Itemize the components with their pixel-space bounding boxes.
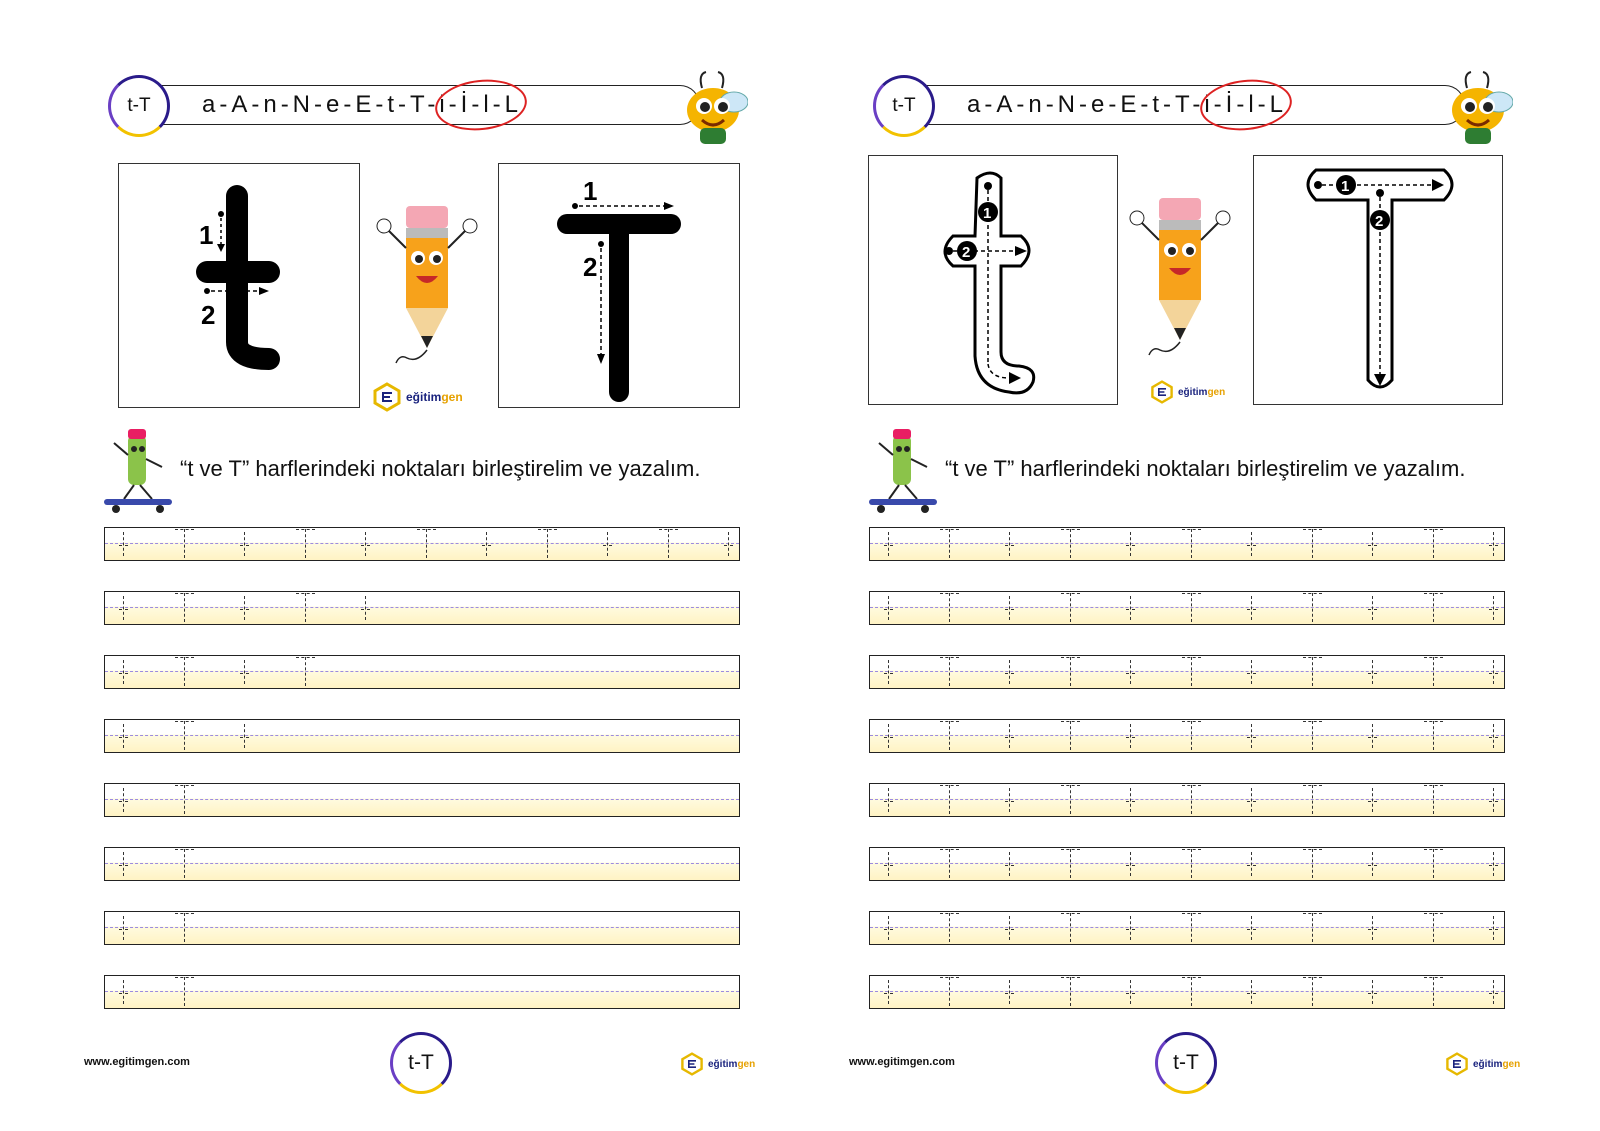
- uppercase-T-stroke-icon: [499, 164, 739, 407]
- practice-line[interactable]: [869, 975, 1505, 1009]
- dotted-lowercase-t: [1487, 656, 1501, 688]
- dotted-lowercase-t: [1124, 784, 1138, 816]
- dotted-lowercase-t: [117, 656, 131, 688]
- dotted-lowercase-t: [1487, 592, 1501, 624]
- dotted-uppercase-T: [178, 976, 192, 1008]
- dotted-lowercase-t: [359, 528, 373, 560]
- svg-text:1: 1: [583, 176, 598, 206]
- dotted-lowercase-t: [1366, 592, 1380, 624]
- dotted-uppercase-T: [1306, 528, 1320, 560]
- dotted-uppercase-T: [943, 784, 957, 816]
- dotted-uppercase-T: [943, 656, 957, 688]
- practice-line[interactable]: [104, 911, 740, 945]
- alphabet-strip-text: a-A-n-N-e-E-t-T-i-İ-l-L: [202, 91, 522, 118]
- dotted-uppercase-T: [178, 784, 192, 816]
- footer-letter-badge: [1155, 1032, 1217, 1094]
- dotted-uppercase-T: [943, 848, 957, 880]
- dotted-uppercase-T: [1306, 912, 1320, 944]
- practice-line[interactable]: [104, 655, 740, 689]
- dotted-uppercase-T: [1306, 656, 1320, 688]
- practice-line-midline: [105, 799, 739, 800]
- svg-text:1: 1: [1341, 178, 1350, 195]
- footer-url[interactable]: www.egitimgen.com: [849, 1056, 955, 1068]
- dotted-lowercase-t: [1487, 912, 1501, 944]
- dotted-lowercase-t: [1366, 976, 1380, 1008]
- instruction-text: “t ve T” harflerindeki noktaları birleştirelim ve yazalım.: [945, 456, 1466, 481]
- dotted-uppercase-T: [1185, 720, 1199, 752]
- dotted-lowercase-t: [1003, 592, 1017, 624]
- dotted-lowercase-t: [1003, 656, 1017, 688]
- dotted-lowercase-t: [1487, 784, 1501, 816]
- dotted-lowercase-t: [1003, 976, 1017, 1008]
- pencil-mascot-icon: [372, 198, 482, 388]
- brand-hexagon-icon: [680, 1052, 704, 1076]
- dotted-lowercase-t: [1366, 656, 1380, 688]
- worksheet-page-right: [765, 0, 1565, 1131]
- dotted-lowercase-t: [1245, 720, 1259, 752]
- dotted-lowercase-t: [1124, 912, 1138, 944]
- dotted-lowercase-t: [359, 592, 373, 624]
- dotted-uppercase-T: [178, 656, 192, 688]
- dotted-lowercase-t: [1245, 528, 1259, 560]
- dotted-uppercase-T: [1306, 976, 1320, 1008]
- dotted-lowercase-t: [882, 784, 896, 816]
- bee-mascot-icon: [1443, 68, 1513, 146]
- skateboard-mascot-icon: [865, 425, 941, 515]
- dotted-lowercase-t: [238, 528, 252, 560]
- dotted-lowercase-t: [1124, 528, 1138, 560]
- dotted-uppercase-T: [1064, 656, 1078, 688]
- dotted-uppercase-T: [178, 592, 192, 624]
- dotted-uppercase-T: [1185, 528, 1199, 560]
- alphabet-strip-bar: [150, 85, 700, 125]
- dotted-uppercase-T: [1306, 784, 1320, 816]
- dotted-lowercase-t: [882, 720, 896, 752]
- dotted-lowercase-t: [1124, 848, 1138, 880]
- dotted-lowercase-t: [1245, 912, 1259, 944]
- dotted-lowercase-t: [1245, 656, 1259, 688]
- brand-logo: [372, 382, 463, 412]
- dotted-lowercase-t: [117, 784, 131, 816]
- dotted-lowercase-t: [1003, 784, 1017, 816]
- dotted-uppercase-T: [1064, 528, 1078, 560]
- letter-badge: [873, 75, 935, 137]
- dotted-lowercase-t: [1124, 592, 1138, 624]
- brand-hexagon-icon: [1445, 1052, 1469, 1076]
- dotted-lowercase-t: [117, 528, 131, 560]
- practice-line-midline: [105, 671, 739, 672]
- footer-letter-badge: [390, 1032, 452, 1094]
- dotted-uppercase-T: [1427, 912, 1441, 944]
- dotted-uppercase-T: [1185, 784, 1199, 816]
- dotted-lowercase-t: [882, 976, 896, 1008]
- dotted-uppercase-T: [1064, 912, 1078, 944]
- lowercase-t-stroke-icon: [119, 164, 359, 407]
- dotted-lowercase-t: [1124, 656, 1138, 688]
- dotted-lowercase-t: [1245, 976, 1259, 1008]
- alphabet-strip-text: a-A-n-N-e-E-t-T-i-İ-l-L: [967, 91, 1287, 118]
- practice-line[interactable]: [869, 655, 1505, 689]
- practice-line[interactable]: [869, 847, 1505, 881]
- dotted-lowercase-t: [117, 976, 131, 1008]
- practice-line[interactable]: [869, 719, 1505, 753]
- lowercase-t-guide-box: [118, 163, 360, 408]
- dotted-lowercase-t: [722, 528, 736, 560]
- pencil-mascot-icon: [1125, 190, 1235, 380]
- footer-brand-logo: [680, 1052, 755, 1076]
- dotted-lowercase-t: [1124, 720, 1138, 752]
- dotted-uppercase-T: [1306, 720, 1320, 752]
- dotted-uppercase-T: [178, 720, 192, 752]
- practice-line[interactable]: [104, 527, 740, 561]
- instruction-text: “t ve T” harflerindeki noktaları birleştirelim ve yazalım.: [180, 456, 701, 481]
- dotted-lowercase-t: [480, 528, 494, 560]
- lowercase-t-outline-icon: [869, 156, 1117, 404]
- dotted-lowercase-t: [1003, 848, 1017, 880]
- dotted-lowercase-t: [1245, 848, 1259, 880]
- practice-line-midline: [105, 863, 739, 864]
- dotted-lowercase-t: [1245, 592, 1259, 624]
- dotted-uppercase-T: [943, 976, 957, 1008]
- dotted-lowercase-t: [1487, 720, 1501, 752]
- dotted-uppercase-T: [943, 528, 957, 560]
- dotted-uppercase-T: [1064, 976, 1078, 1008]
- dotted-uppercase-T: [943, 720, 957, 752]
- dotted-lowercase-t: [882, 848, 896, 880]
- bee-mascot-icon: [678, 68, 748, 146]
- practice-line[interactable]: [869, 591, 1505, 625]
- dotted-lowercase-t: [882, 656, 896, 688]
- dotted-uppercase-T: [1427, 720, 1441, 752]
- uppercase-T-outline-icon: [1254, 156, 1502, 404]
- brand-name: eğitimgen: [406, 390, 463, 404]
- practice-line[interactable]: [104, 591, 740, 625]
- svg-text:2: 2: [962, 244, 971, 261]
- dotted-uppercase-T: [1427, 848, 1441, 880]
- footer-brand-logo: [1445, 1052, 1520, 1076]
- dotted-uppercase-T: [1306, 848, 1320, 880]
- practice-line[interactable]: [104, 975, 740, 1009]
- dotted-uppercase-T: [1064, 848, 1078, 880]
- dotted-lowercase-t: [1487, 528, 1501, 560]
- dotted-lowercase-t: [1366, 784, 1380, 816]
- dotted-uppercase-T: [541, 528, 555, 560]
- dotted-uppercase-T: [1185, 912, 1199, 944]
- dotted-uppercase-T: [1427, 592, 1441, 624]
- dotted-lowercase-t: [238, 720, 252, 752]
- brand-name: eğitimgen: [708, 1058, 756, 1070]
- dotted-uppercase-T: [662, 528, 676, 560]
- brand-name: eğitimgen: [1178, 386, 1226, 398]
- dotted-lowercase-t: [117, 720, 131, 752]
- dotted-lowercase-t: [1487, 848, 1501, 880]
- dotted-uppercase-T: [178, 848, 192, 880]
- dotted-lowercase-t: [117, 912, 131, 944]
- dotted-lowercase-t: [1003, 720, 1017, 752]
- dotted-lowercase-t: [882, 912, 896, 944]
- dotted-lowercase-t: [882, 528, 896, 560]
- practice-line-midline: [105, 927, 739, 928]
- dotted-uppercase-T: [299, 528, 313, 560]
- svg-text:2: 2: [1375, 213, 1384, 230]
- dotted-lowercase-t: [117, 592, 131, 624]
- stroke-number-1: 1: [199, 220, 214, 250]
- dotted-uppercase-T: [1427, 656, 1441, 688]
- lowercase-t-outline-box: [868, 155, 1118, 405]
- uppercase-T-guide-box: [498, 163, 740, 408]
- dotted-uppercase-T: [1185, 976, 1199, 1008]
- uppercase-T-outline-box: [1253, 155, 1503, 405]
- dotted-uppercase-T: [1185, 656, 1199, 688]
- stroke-number-2: 2: [201, 300, 216, 330]
- dotted-lowercase-t: [1003, 528, 1017, 560]
- dotted-lowercase-t: [238, 656, 252, 688]
- dotted-uppercase-T: [1306, 592, 1320, 624]
- dotted-lowercase-t: [1366, 528, 1380, 560]
- dotted-lowercase-t: [117, 848, 131, 880]
- practice-line[interactable]: [104, 783, 740, 817]
- dotted-uppercase-T: [178, 912, 192, 944]
- dotted-lowercase-t: [1487, 976, 1501, 1008]
- dotted-uppercase-T: [299, 656, 313, 688]
- alphabet-strip-bar: [915, 85, 1465, 125]
- practice-line[interactable]: [104, 719, 740, 753]
- dotted-uppercase-T: [1064, 720, 1078, 752]
- svg-text:1: 1: [983, 205, 992, 222]
- practice-line-midline: [105, 991, 739, 992]
- dotted-uppercase-T: [299, 592, 313, 624]
- dotted-uppercase-T: [1185, 592, 1199, 624]
- dotted-lowercase-t: [601, 528, 615, 560]
- dotted-lowercase-t: [1366, 848, 1380, 880]
- dotted-uppercase-T: [1427, 784, 1441, 816]
- footer-letter-badge-text: t-T: [1173, 1051, 1199, 1074]
- dotted-uppercase-T: [1064, 592, 1078, 624]
- letter-badge-text: t-T: [892, 95, 916, 116]
- brand-hexagon-icon: [372, 382, 402, 412]
- dotted-uppercase-T: [420, 528, 434, 560]
- practice-line[interactable]: [869, 783, 1505, 817]
- dotted-uppercase-T: [943, 912, 957, 944]
- letter-badge: [108, 75, 170, 137]
- dotted-uppercase-T: [178, 528, 192, 560]
- skateboard-mascot-icon: [100, 425, 176, 515]
- dotted-uppercase-T: [1064, 784, 1078, 816]
- practice-line-midline: [105, 607, 739, 608]
- brand-name: eğitimgen: [1473, 1058, 1521, 1070]
- dotted-lowercase-t: [1366, 720, 1380, 752]
- dotted-uppercase-T: [1427, 976, 1441, 1008]
- footer-letter-badge-text: t-T: [408, 1051, 434, 1074]
- dotted-lowercase-t: [1003, 912, 1017, 944]
- practice-line-midline: [105, 735, 739, 736]
- dotted-lowercase-t: [1245, 784, 1259, 816]
- dotted-lowercase-t: [1366, 912, 1380, 944]
- dotted-uppercase-T: [943, 592, 957, 624]
- practice-line[interactable]: [869, 527, 1505, 561]
- footer-url[interactable]: www.egitimgen.com: [84, 1056, 190, 1068]
- practice-line[interactable]: [869, 911, 1505, 945]
- brand-logo: [1150, 380, 1225, 404]
- dotted-uppercase-T: [1427, 528, 1441, 560]
- dotted-lowercase-t: [238, 592, 252, 624]
- brand-hexagon-icon: [1150, 380, 1174, 404]
- letter-badge-text: t-T: [127, 95, 151, 116]
- dotted-uppercase-T: [1185, 848, 1199, 880]
- svg-text:2: 2: [583, 252, 598, 282]
- practice-line[interactable]: [104, 847, 740, 881]
- dotted-lowercase-t: [882, 592, 896, 624]
- dotted-lowercase-t: [1124, 976, 1138, 1008]
